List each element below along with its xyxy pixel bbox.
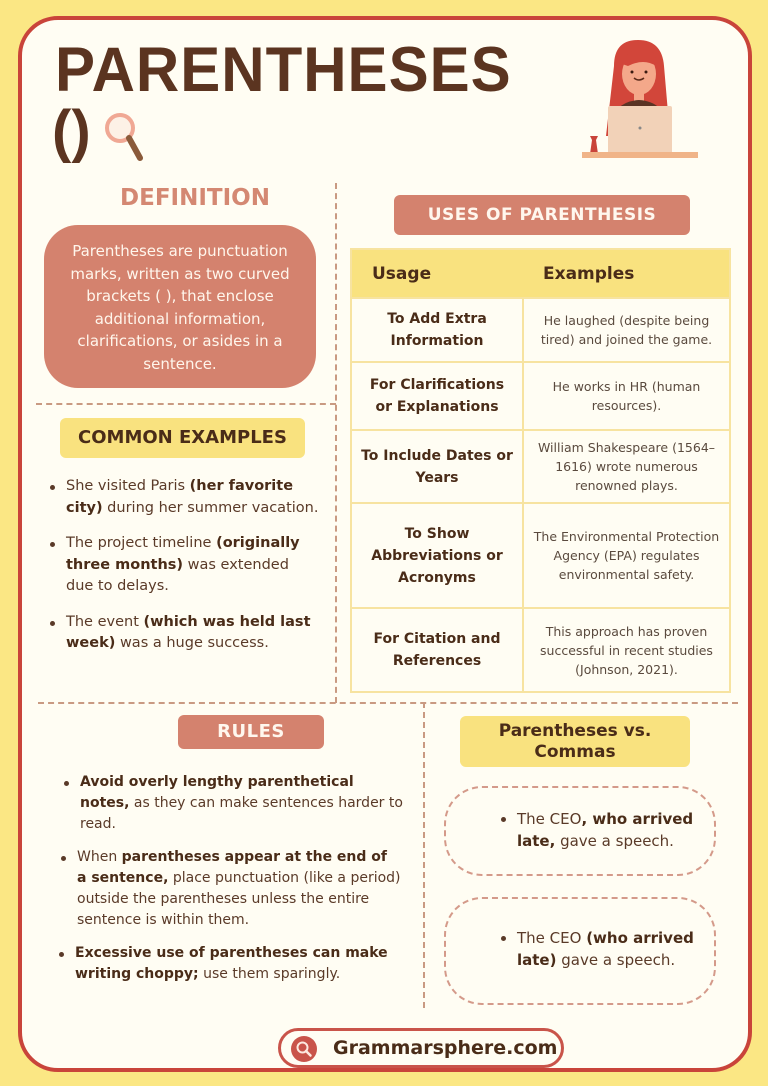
table-row xyxy=(351,430,730,503)
rule-item: Excessive use of parentheses can make writing choppy; use them sparingly. xyxy=(59,943,399,985)
common-examples-heading: COMMON EXAMPLES xyxy=(60,418,305,458)
column-header-examples: Examples xyxy=(523,249,730,298)
table-row xyxy=(351,298,730,362)
divider-vertical-top xyxy=(335,183,337,703)
table-header-row xyxy=(351,249,730,298)
comma-example-box xyxy=(444,786,716,876)
uses-heading: USES OF PARENTHESIS xyxy=(394,195,690,235)
parentheses-example: The CEO (who arrived late) gave a speech. xyxy=(501,927,701,971)
example-cell: He works in HR (human resources). xyxy=(523,362,730,430)
example-cell: The Environmental Protection Agency (EPA) regulates environmental safety. xyxy=(523,503,730,608)
search-icon xyxy=(291,1036,317,1062)
example-cell: He laughed (despite being tired) and joined the game. xyxy=(523,298,730,362)
uses-table xyxy=(350,248,731,693)
example-item: The event (which was held last week) was a huge success. xyxy=(50,612,320,655)
rules-list xyxy=(62,772,402,997)
divider-vertical-bottom xyxy=(423,702,425,1008)
usage-cell: To Include Dates or Years xyxy=(351,430,523,503)
example-item: The project timeline (originally three months) was extended due to delays. xyxy=(50,533,320,598)
vs-commas-heading: Parentheses vs. Commas xyxy=(460,716,690,767)
example-item: She visited Paris (her favorite city) during her summer vacation. xyxy=(50,476,320,519)
definition-heading: DEFINITION xyxy=(120,185,270,211)
usage-cell: For Citation and References xyxy=(351,608,523,692)
example-cell: This approach has proven successful in recent studies (Johnson, 2021). xyxy=(523,608,730,692)
comma-example: The CEO, who arrived late, gave a speech. xyxy=(501,808,701,852)
definition-text: Parentheses are punctuation marks, written as two curved brackets ( ), that enclose additional information, clarifications, or asides in a sentence. xyxy=(44,225,316,388)
table-row xyxy=(351,503,730,608)
column-header-usage: Usage xyxy=(351,249,523,298)
divider-definition xyxy=(36,403,336,405)
parentheses-symbol: () xyxy=(52,99,91,164)
rule-item: When parentheses appear at the end of a sentence, place punctuation (like a period) outside the parentheses unless the entire sentence is within them. xyxy=(61,847,401,931)
page-title: PARENTHESES xyxy=(55,34,512,105)
website-badge[interactable] xyxy=(278,1028,564,1068)
usage-cell: To Add Extra Information xyxy=(351,298,523,362)
table-row xyxy=(351,608,730,692)
woman-with-laptop-illustration xyxy=(578,36,702,160)
website-link[interactable]: Grammarsphere.com xyxy=(333,1037,558,1059)
usage-cell: For Clarifications or Explanations xyxy=(351,362,523,430)
common-examples-list xyxy=(50,476,320,669)
example-cell: William Shakespeare (1564–1616) wrote numerous renowned plays. xyxy=(523,430,730,503)
usage-cell: To Show Abbreviations or Acronyms xyxy=(351,503,523,608)
rule-item: Avoid overly lengthy parenthetical notes, as they can make sentences harder to read. xyxy=(64,772,404,835)
parentheses-example-box xyxy=(444,897,716,1005)
magnifier-icon xyxy=(104,112,144,164)
rules-heading: RULES xyxy=(178,715,324,749)
divider-middle xyxy=(38,702,738,704)
table-row xyxy=(351,362,730,430)
